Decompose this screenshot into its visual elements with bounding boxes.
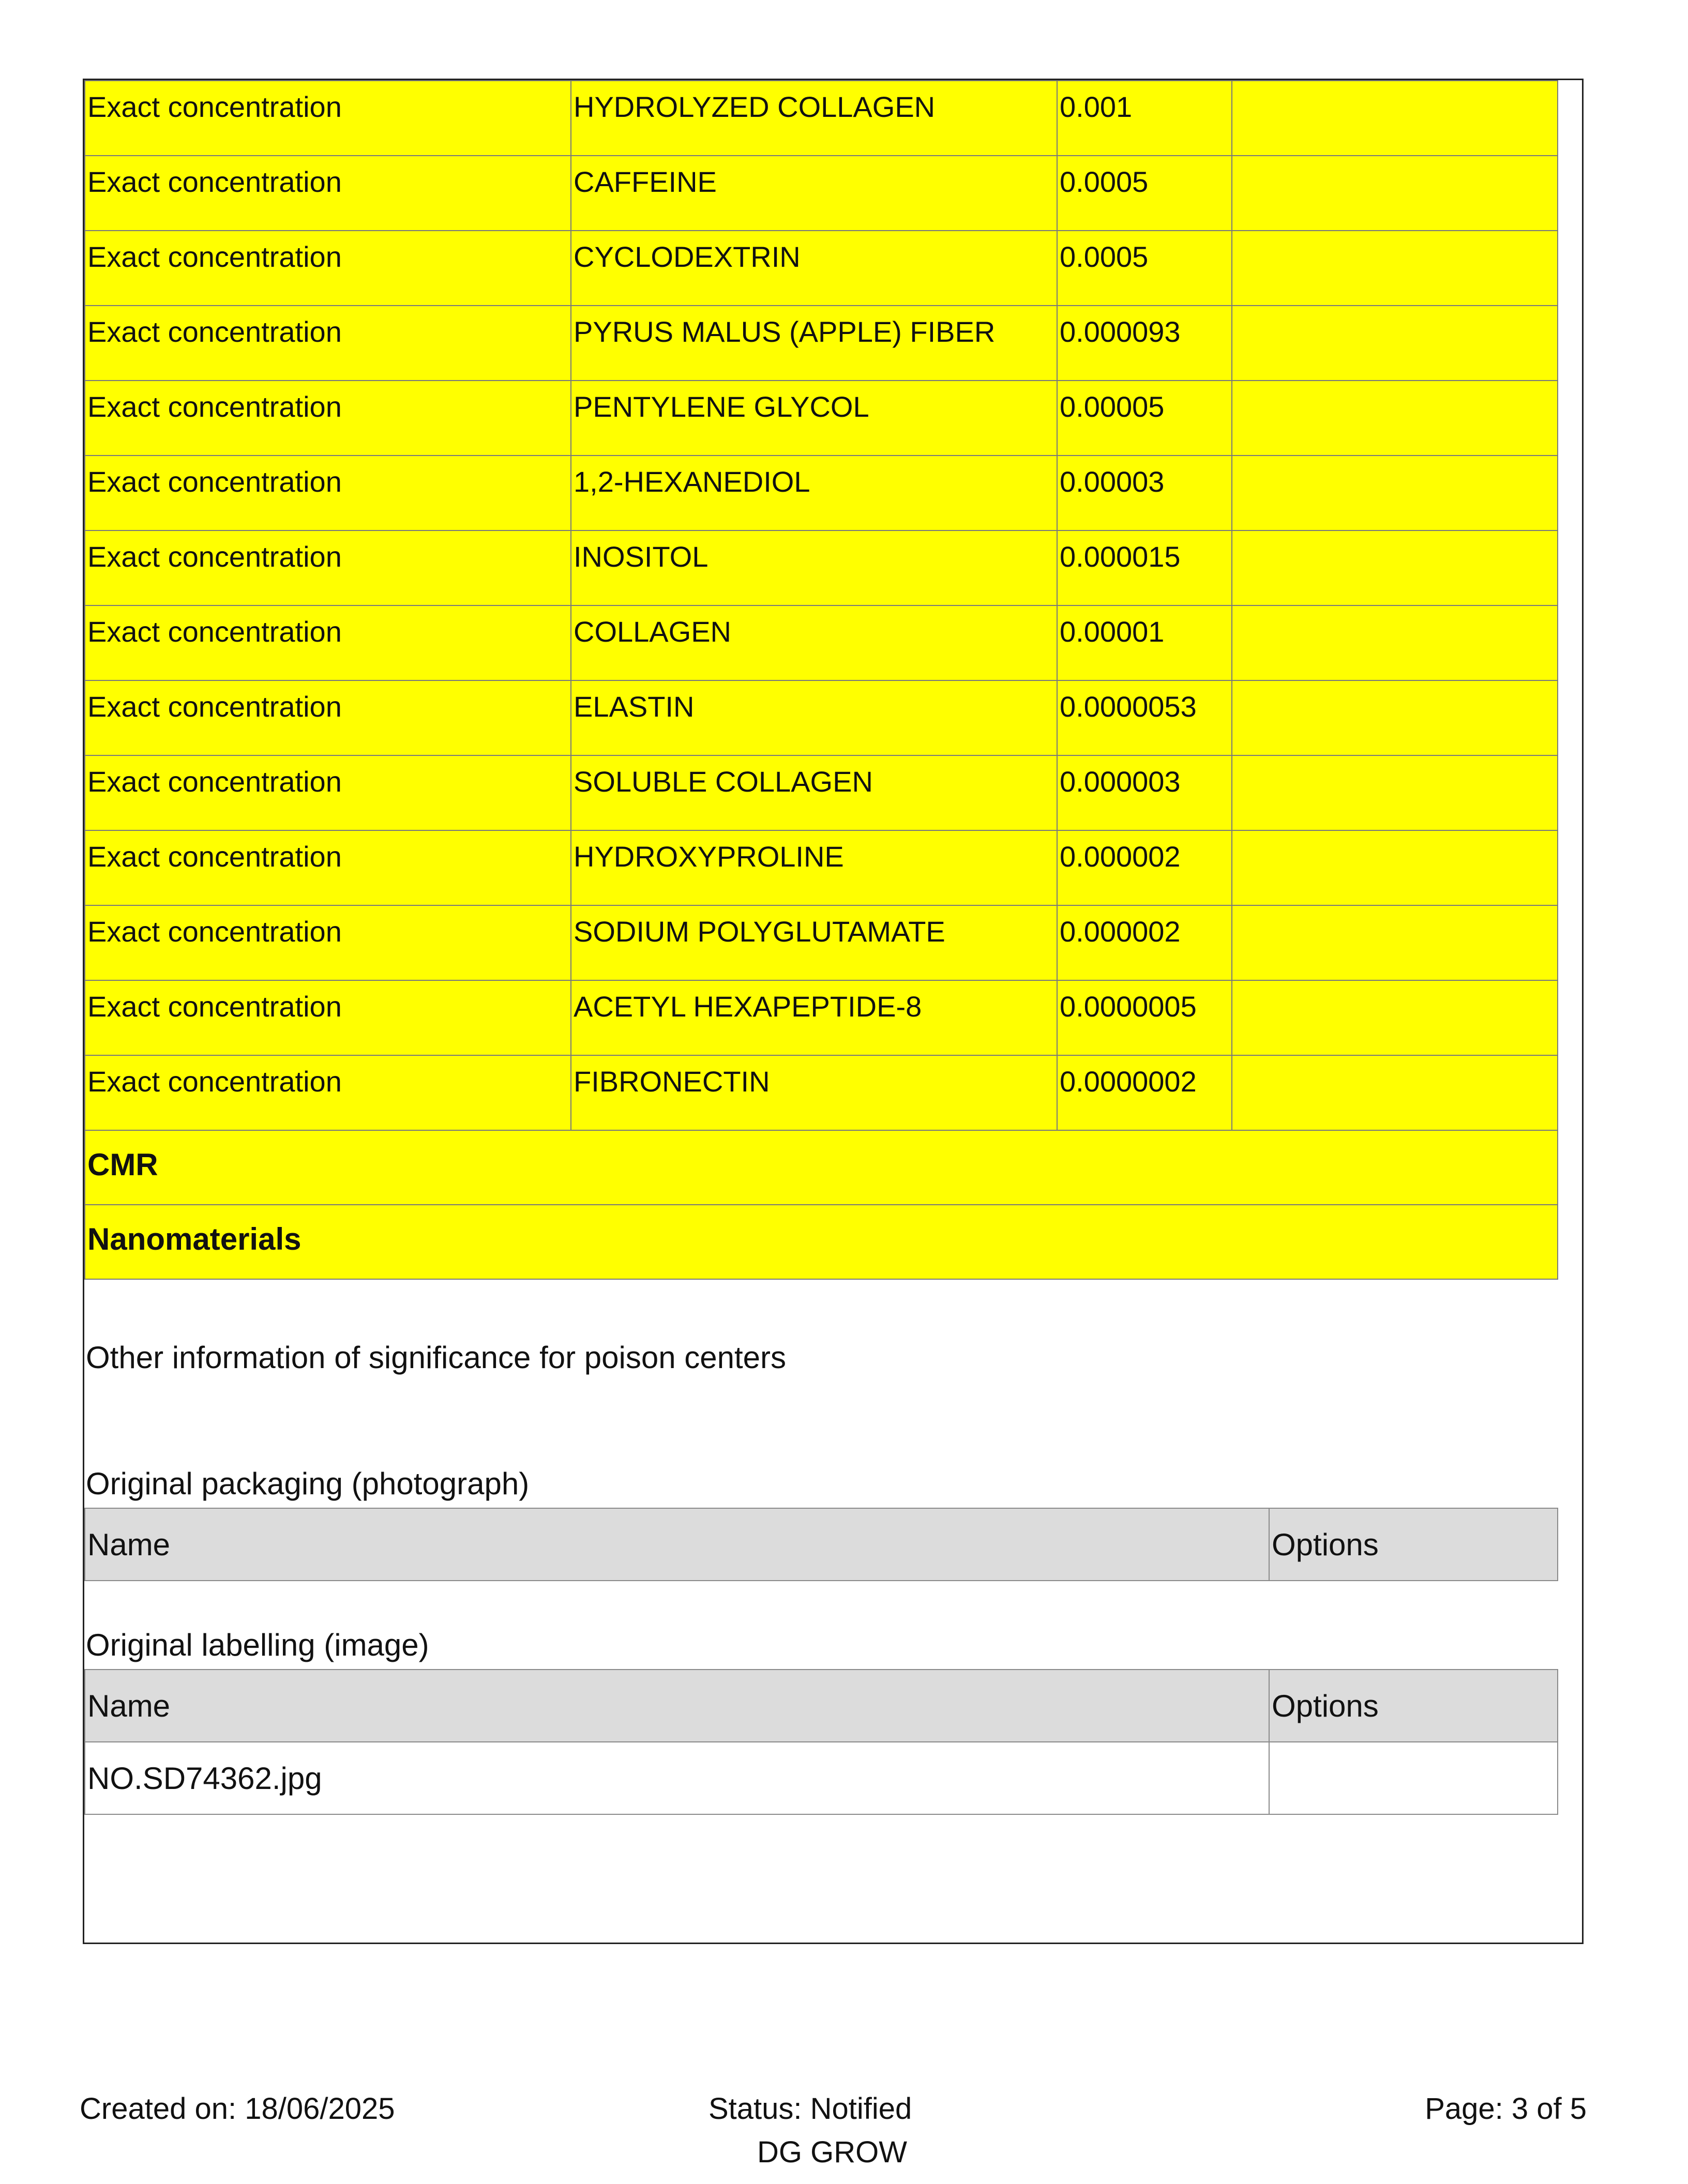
- labelling-header-row: [85, 1670, 1558, 1742]
- extra-cell: [1232, 1055, 1558, 1130]
- extra-cell: [1232, 81, 1558, 156]
- file-row: [85, 1742, 1558, 1814]
- concentration-type-cell: Exact concentration: [85, 755, 571, 830]
- ingredient-name-cell: CAFFEINE: [571, 156, 1057, 231]
- ingredient-row: [85, 156, 1558, 231]
- extra-cell: [1232, 456, 1558, 530]
- ingredient-name-cell: COLLAGEN: [571, 605, 1057, 680]
- concentration-value-cell: 0.00003: [1057, 456, 1232, 530]
- concentration-type-cell: Exact concentration: [85, 530, 571, 605]
- extra-cell: [1232, 156, 1558, 231]
- ingredient-name-cell: SODIUM POLYGLUTAMATE: [571, 905, 1057, 980]
- concentration-value-cell: 0.000002: [1057, 905, 1232, 980]
- concentration-value-cell: 0.0005: [1057, 231, 1232, 306]
- ingredient-name-cell: HYDROXYPROLINE: [571, 830, 1057, 905]
- concentration-type-cell: Exact concentration: [85, 306, 571, 381]
- ingredient-row: [85, 231, 1558, 306]
- concentration-type-cell: Exact concentration: [85, 156, 571, 231]
- section-heading: CMR: [85, 1130, 1558, 1205]
- ingredient-name-cell: 1,2-HEXANEDIOL: [571, 456, 1057, 530]
- ingredient-row: [85, 980, 1558, 1055]
- ingredient-row: [85, 381, 1558, 456]
- ingredient-name-cell: INOSITOL: [571, 530, 1057, 605]
- concentration-type-cell: Exact concentration: [85, 980, 571, 1055]
- extra-cell: [1232, 231, 1558, 306]
- ingredient-row: [85, 605, 1558, 680]
- extra-cell: [1232, 905, 1558, 980]
- extra-cell: [1232, 980, 1558, 1055]
- ingredient-name-cell: FIBRONECTIN: [571, 1055, 1057, 1130]
- extra-cell: [1232, 306, 1558, 381]
- concentration-type-cell: Exact concentration: [85, 680, 571, 755]
- extra-cell: [1232, 680, 1558, 755]
- concentration-value-cell: 0.000002: [1057, 830, 1232, 905]
- concentration-type-cell: Exact concentration: [85, 830, 571, 905]
- extra-cell: [1232, 755, 1558, 830]
- ingredient-name-cell: PYRUS MALUS (APPLE) FIBER: [571, 306, 1057, 381]
- concentration-value-cell: 0.0000053: [1057, 680, 1232, 755]
- concentration-value-cell: 0.000003: [1057, 755, 1232, 830]
- extra-cell: [1232, 830, 1558, 905]
- section-row: [85, 1205, 1558, 1279]
- concentration-type-cell: Exact concentration: [85, 81, 571, 156]
- other-info-label: Other information of significance for poison centers: [86, 1340, 787, 1375]
- section-heading: Nanomaterials: [85, 1205, 1558, 1279]
- concentration-type-cell: Exact concentration: [85, 456, 571, 530]
- footer-page: Page: 3 of 5: [1425, 2092, 1587, 2126]
- ingredient-row: [85, 530, 1558, 605]
- ingredient-row: [85, 755, 1558, 830]
- packaging-col-name: Name: [85, 1508, 1269, 1581]
- concentration-value-cell: 0.001: [1057, 81, 1232, 156]
- packaging-header-row: [85, 1508, 1558, 1581]
- concentration-type-cell: Exact concentration: [85, 1055, 571, 1130]
- packaging-label: Original packaging (photograph): [86, 1466, 530, 1501]
- concentration-value-cell: 0.00001: [1057, 605, 1232, 680]
- concentration-type-cell: Exact concentration: [85, 231, 571, 306]
- packaging-table: [84, 1508, 1558, 1581]
- file-name-link[interactable]: NO.SD74362.jpg: [85, 1742, 1269, 1814]
- ingredients-table: [84, 80, 1558, 1280]
- footer-status: Status: Notified: [709, 2092, 912, 2126]
- file-options-cell[interactable]: [1269, 1742, 1558, 1814]
- ingredient-row: [85, 1055, 1558, 1130]
- concentration-value-cell: 0.0000002: [1057, 1055, 1232, 1130]
- concentration-value-cell: 0.00005: [1057, 381, 1232, 456]
- ingredient-row: [85, 680, 1558, 755]
- footer-dept: DG GROW: [757, 2135, 907, 2169]
- concentration-type-cell: Exact concentration: [85, 605, 571, 680]
- ingredient-row: [85, 456, 1558, 530]
- concentration-value-cell: 0.0005: [1057, 156, 1232, 231]
- extra-cell: [1232, 605, 1558, 680]
- labelling-col-name: Name: [85, 1670, 1269, 1742]
- ingredient-row: [85, 306, 1558, 381]
- ingredient-name-cell: ELASTIN: [571, 680, 1057, 755]
- ingredient-name-cell: HYDROLYZED COLLAGEN: [571, 81, 1057, 156]
- concentration-value-cell: 0.000093: [1057, 306, 1232, 381]
- concentration-type-cell: Exact concentration: [85, 381, 571, 456]
- footer-created: Created on: 18/06/2025: [80, 2092, 395, 2126]
- ingredient-name-cell: ACETYL HEXAPEPTIDE-8: [571, 980, 1057, 1055]
- ingredient-name-cell: CYCLODEXTRIN: [571, 231, 1057, 306]
- packaging-col-options: Options: [1269, 1508, 1558, 1581]
- labelling-table: [84, 1669, 1558, 1815]
- ingredient-row: [85, 81, 1558, 156]
- extra-cell: [1232, 530, 1558, 605]
- extra-cell: [1232, 381, 1558, 456]
- section-row: [85, 1130, 1558, 1205]
- labelling-label: Original labelling (image): [86, 1628, 429, 1662]
- ingredient-row: [85, 830, 1558, 905]
- ingredient-name-cell: SOLUBLE COLLAGEN: [571, 755, 1057, 830]
- ingredient-row: [85, 905, 1558, 980]
- labelling-col-options: Options: [1269, 1670, 1558, 1742]
- ingredient-name-cell: PENTYLENE GLYCOL: [571, 381, 1057, 456]
- concentration-type-cell: Exact concentration: [85, 905, 571, 980]
- concentration-value-cell: 0.000015: [1057, 530, 1232, 605]
- concentration-value-cell: 0.0000005: [1057, 980, 1232, 1055]
